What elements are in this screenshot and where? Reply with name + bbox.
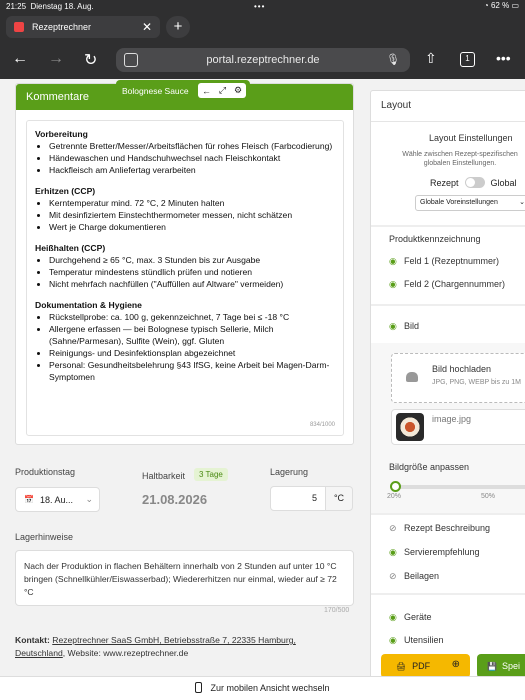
upload-hint: JPG, PNG, WEBP bis zu 1M (432, 379, 521, 386)
storage-notes-counter: 170/500 (324, 607, 350, 614)
comment-section-list (35, 197, 335, 233)
image-section-label: Bild (404, 321, 420, 331)
comment-section-list (35, 254, 335, 290)
slider-min-label: 20% (387, 493, 402, 500)
eye-icon[interactable]: ◉ (389, 321, 397, 331)
address-bar[interactable] (116, 48, 410, 72)
save-icon: 💾 (487, 661, 497, 671)
list-item: • Rückstellprobe: ca. 100 g, gekennzeichnet, 7 Tage bei ≤ -18 °C (49, 311, 335, 323)
list-item: • Allergene erfassen — bei Bolognese typisch Sellerie, Milch (Sahne/Parmesan), Sulfite (Wein), ggf. Gluten (49, 323, 335, 347)
serving-label: Servierempfehlung (404, 547, 480, 557)
devices-label: Geräte (404, 612, 432, 622)
close-tab-icon[interactable]: ✕ (141, 20, 152, 34)
url-text: portal.rezeptrechner.de (206, 54, 320, 66)
browser-tab[interactable] (6, 16, 160, 38)
storage-notes-textarea[interactable]: Nach der Produktion in flachen Behältern innerhalb von 2 Stunden auf unter 10 °C bringen (Schnellkühler/Eiswasserbad); Wiedererhitzen nur einmal, wieder auf ≥ 72 °C (15, 550, 354, 606)
save-button[interactable] (477, 654, 525, 678)
image-filename: image.jpg (432, 414, 472, 424)
list-item: • Nicht mehrfach nachfüllen ("Auffüllen auf Altware" vermeiden) (49, 278, 335, 290)
storage-label: Lagerung (270, 467, 309, 477)
mobile-view-switch[interactable] (0, 676, 525, 700)
chevron-down-icon: ⌄ (519, 199, 525, 206)
preset-value: Globale Voreinstellungen (420, 199, 498, 206)
toggle-label-recipe: Rezept (430, 177, 459, 188)
comments-panel (15, 83, 354, 445)
cloud-upload-icon (406, 372, 418, 382)
comment-section-heading: Heißhalten (CCP) (35, 243, 106, 253)
eye-icon[interactable]: ◉ (389, 279, 397, 289)
sides-label: Beilagen (404, 571, 440, 581)
gear-icon[interactable]: ⚙ (233, 85, 243, 95)
field-1-label: Feld 1 (Rezeptnummer) (404, 256, 500, 266)
layout-sidebar (370, 90, 525, 690)
comments-editor[interactable] (26, 120, 344, 436)
expand-icon[interactable]: ⤢ (218, 85, 227, 95)
calendar-icon: 📅 (24, 495, 34, 504)
production-date-select[interactable] (15, 487, 100, 512)
layout-settings-description: Wähle zwischen Rezept-spezifischen globalen Einstellungen. (402, 151, 518, 167)
divider (371, 225, 525, 227)
microphone-icon[interactable]: 🎙 (386, 54, 400, 66)
contact-website: , Website: www.rezeptrechner.de (62, 648, 189, 658)
printer-icon: 🖨 (396, 661, 407, 671)
image-thumbnail (396, 413, 424, 441)
list-item: • Hackfleisch am Anliefertag verarbeiten (49, 164, 335, 176)
toggle-label-global: Global (490, 177, 517, 188)
expiry-date: 21.08.2026 (142, 492, 208, 507)
pdf-button[interactable] (381, 654, 470, 678)
contact-info (15, 634, 345, 660)
eye-off-icon[interactable]: ⊘ (389, 571, 397, 581)
storage-notes-label: Lagerhinweise (15, 532, 74, 542)
product-label-title: Produktkennzeichnung (389, 234, 481, 244)
list-item: • Personal: Gesundheitsbelehrung §43 IfSG, keine Arbeit bei Magen-Darm-Symptomen (49, 359, 335, 383)
phone-icon (195, 682, 202, 693)
layout-settings-title: Layout Einstellungen (429, 133, 513, 143)
tab-overview-button[interactable]: 1 (460, 52, 475, 67)
comments-char-counter: 834/1000 (309, 422, 335, 428)
shelf-life-label: Haltbarkeit (142, 471, 186, 481)
uploaded-image-row[interactable] (391, 409, 525, 445)
reload-icon[interactable]: ↻ (84, 52, 98, 69)
storage-temp-input[interactable]: 5 (270, 486, 326, 511)
list-item: • Wert je Charge dokumentieren (49, 221, 335, 233)
status-bar (0, 0, 525, 13)
list-item: • Temperatur mindestens stündlich prüfen und notieren (49, 266, 335, 278)
zoom-icon[interactable]: ⊕ (451, 659, 460, 670)
back-icon[interactable]: ← (201, 85, 211, 96)
divider (371, 513, 525, 515)
list-item: • Reinigungs- und Desinfektionsplan abgezeichnet (49, 347, 335, 359)
recipe-toolbar (116, 80, 250, 102)
status-date: Dienstag 18. Aug. (30, 2, 94, 11)
recipe-description-label: Rezept Beschreibung (404, 523, 491, 533)
image-size-slider[interactable] (393, 485, 525, 489)
comment-section-heading: Dokumentation & Hygiene (35, 300, 142, 310)
back-arrow-icon[interactable]: ← (12, 50, 28, 67)
divider (371, 593, 525, 595)
multitasking-dots[interactable]: ••• (254, 2, 266, 11)
forward-arrow-icon[interactable]: → (48, 50, 64, 67)
eye-icon[interactable]: ◉ (389, 612, 397, 622)
list-item: • Getrennte Bretter/Messer/Arbeitsflächen für rohes Fleisch (Farbcodierung) (49, 140, 335, 152)
status-time: 21:25 (6, 2, 27, 11)
contact-label: Kontakt: (15, 635, 50, 645)
field-2-label: Feld 2 (Chargennummer) (404, 279, 506, 289)
more-icon[interactable]: ••• (496, 50, 511, 66)
production-date-value: 18. Au... (39, 494, 73, 505)
share-icon[interactable]: ⇧ (425, 50, 437, 66)
preset-select[interactable] (415, 195, 525, 211)
tab-title: Rezeptrechner (32, 22, 92, 32)
comment-section-heading: Erhitzen (CCP) (35, 186, 96, 196)
list-item: • Mit desinfiziertem Einstechthermometer messen, nicht schätzen (49, 209, 335, 221)
upload-title: Bild hochladen (432, 364, 492, 374)
list-item: • Händewaschen und Handschuhwechsel nach Fleischkontakt (49, 152, 335, 164)
battery-status: ◔ 62 % ▭ (483, 1, 519, 10)
toolbar-controls (198, 83, 246, 98)
eye-icon[interactable]: ◉ (389, 547, 397, 557)
new-tab-button[interactable]: + (166, 16, 190, 38)
save-label: Spei (501, 661, 520, 671)
recipe-name: Bolognese Sauce (122, 86, 189, 96)
list-item: • Kerntemperatur mind. 72 °C, 2 Minuten halten (49, 197, 335, 209)
browser-toolbar (0, 41, 525, 79)
contact-address: Rezeptrechner SaaS GmbH, Betriebsstraße 7, 22335 Hamburg, Deutschland (15, 635, 296, 658)
eye-icon[interactable]: ◉ (389, 635, 397, 645)
storage-unit: °C (326, 486, 353, 511)
favicon-icon (14, 22, 24, 32)
scope-toggle-row (430, 177, 517, 188)
comment-section-list (35, 311, 335, 383)
comments-header: Kommentare (16, 84, 353, 110)
battery-percent: 62 % (490, 1, 510, 10)
list-item: • Durchgehend ≥ 65 °C, max. 3 Stunden bis zur Ausgabe (49, 254, 335, 266)
pdf-label: PDF (412, 661, 431, 671)
shelf-life-badge: 3 Tage (194, 468, 228, 481)
site-settings-icon[interactable] (124, 53, 138, 67)
slider-handle[interactable] (390, 481, 401, 492)
mobile-view-label: Zur mobilen Ansicht wechseln (210, 683, 330, 693)
image-size-title: Bildgröße anpassen (389, 462, 470, 472)
image-upload-dropzone[interactable] (391, 353, 525, 403)
tab-bar (0, 13, 525, 41)
comment-section-heading: Vorbereitung (35, 129, 88, 139)
divider (371, 121, 525, 122)
scope-toggle[interactable] (465, 177, 485, 188)
slider-mid-label: 50% (481, 493, 496, 500)
eye-off-icon[interactable]: ⊘ (389, 523, 397, 533)
chevron-down-icon: ⌄ (85, 494, 93, 504)
divider (371, 304, 525, 306)
production-day-label: Produktionstag (15, 467, 76, 477)
eye-icon[interactable]: ◉ (389, 256, 397, 266)
comment-section-list (35, 140, 335, 176)
utensils-label: Utensilien (404, 635, 444, 645)
sidebar-title: Layout (381, 100, 412, 111)
